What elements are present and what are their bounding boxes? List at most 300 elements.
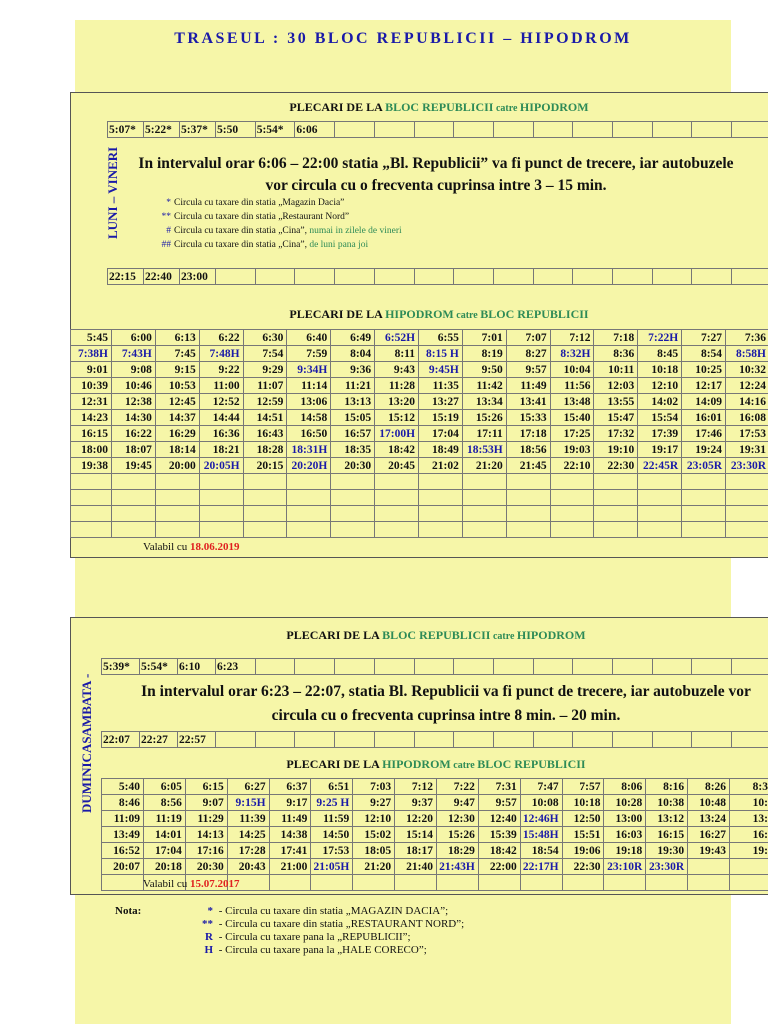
time-cell xyxy=(692,122,732,138)
legend-extra: de luni pana joi xyxy=(306,240,369,250)
time-cell xyxy=(331,522,375,538)
time-cell: 6:22 xyxy=(199,330,243,346)
time-cell: 13:49 xyxy=(102,827,144,843)
time-cell: 10:04 xyxy=(550,362,594,378)
time-cell: 9:07 xyxy=(185,795,227,811)
time-cell: 21:20 xyxy=(462,458,506,474)
time-cell: 17:32 xyxy=(594,426,638,442)
time-cell: 11:28 xyxy=(375,378,419,394)
time-cell xyxy=(682,474,726,490)
time-cell xyxy=(520,875,562,891)
time-cell: 18:14 xyxy=(155,442,199,458)
time-cell xyxy=(604,875,646,891)
time-cell: 19:38 xyxy=(71,458,112,474)
time-cell: 10:39 xyxy=(71,378,112,394)
table-row xyxy=(71,346,768,362)
time-cell: 21:02 xyxy=(419,458,463,474)
time-cell: 15:47 xyxy=(594,410,638,426)
legend-symbol: ** xyxy=(161,212,171,222)
time-cell: 15:14 xyxy=(395,827,437,843)
time-cell: 16:36 xyxy=(199,426,243,442)
table-row xyxy=(71,490,768,506)
time-cell: 10:38 xyxy=(646,795,688,811)
time-cell: 12:24 xyxy=(726,378,768,394)
time-cell: 15:26 xyxy=(462,410,506,426)
time-cell: 19:31 xyxy=(726,442,768,458)
time-cell: 16:43 xyxy=(243,426,287,442)
weekday-interval-note: In intervalul orar 6:06 – 22:00 statia „Bl. Republicii” va fi punct de trecere, iar autobuzele vor circula cu o frecventa cuprinsa intre 3 – 15 min. xyxy=(138,155,734,194)
time-cell xyxy=(295,659,335,675)
time-cell xyxy=(594,474,638,490)
time-cell: 19:45 xyxy=(112,458,156,474)
time-cell: 13:13 xyxy=(331,394,375,410)
time-cell xyxy=(493,659,533,675)
time-cell xyxy=(287,490,331,506)
time-cell: 11:07 xyxy=(243,378,287,394)
time-cell: 12:03 xyxy=(594,378,638,394)
time-cell: 5:50 xyxy=(216,122,256,138)
time-cell: 13:27 xyxy=(419,394,463,410)
time-cell: 15:12 xyxy=(375,410,419,426)
table-row xyxy=(71,426,768,442)
time-cell: 20:07 xyxy=(102,859,144,875)
time-cell: 21:05H xyxy=(311,859,353,875)
time-cell: 19:06 xyxy=(562,843,604,859)
time-cell: 18:17 xyxy=(395,843,437,859)
time-cell: 5:45 xyxy=(71,330,112,346)
time-cell xyxy=(462,506,506,522)
time-cell xyxy=(550,474,594,490)
time-cell: 7:22 xyxy=(437,779,479,795)
time-cell xyxy=(199,522,243,538)
time-cell: 23:30R xyxy=(726,458,768,474)
time-cell xyxy=(335,732,375,748)
note-text: - Circula cu taxare din statia „MAGAZIN DACIA”; xyxy=(216,905,449,917)
time-cell: 8:32H xyxy=(550,346,594,362)
weekend-valid-date: 15.07.2017 xyxy=(190,878,240,890)
time-cell xyxy=(112,522,156,538)
time-cell xyxy=(730,859,768,875)
weekend-header-2: PLECARI DE LA HIPODROM catre BLOC REPUBLICII xyxy=(286,757,586,771)
time-cell xyxy=(533,269,573,285)
time-cell xyxy=(638,490,682,506)
table-row xyxy=(71,458,768,474)
time-cell xyxy=(652,732,692,748)
time-cell: 9:37 xyxy=(395,795,437,811)
time-cell: 20:05H xyxy=(199,458,243,474)
note-item xyxy=(115,931,464,944)
time-cell xyxy=(199,506,243,522)
time-cell xyxy=(652,269,692,285)
weekend-interval-note: In intervalul orar 6:23 – 22:07, statia Bl. Republicii va fi punct de trecere, iar autobuzele vor circula cu o frecventa cuprinsa intre 8 min. – 20 min. xyxy=(141,683,751,724)
time-cell: 6:13 xyxy=(155,330,199,346)
time-cell: 5:37* xyxy=(180,122,216,138)
table-row xyxy=(108,269,768,285)
time-cell xyxy=(730,875,768,891)
time-cell: 7:18 xyxy=(594,330,638,346)
time-cell: 14:13 xyxy=(185,827,227,843)
time-cell: 9:01 xyxy=(71,362,112,378)
time-cell: 21:20 xyxy=(353,859,395,875)
time-cell xyxy=(682,490,726,506)
time-cell xyxy=(732,122,768,138)
time-cell: 7:27 xyxy=(682,330,726,346)
time-cell: 18:21 xyxy=(199,442,243,458)
time-cell: 7:59 xyxy=(287,346,331,362)
time-cell xyxy=(71,490,112,506)
time-cell xyxy=(243,474,287,490)
table-row xyxy=(108,122,768,138)
time-cell: 15:26 xyxy=(437,827,479,843)
time-cell: 23:10R xyxy=(604,859,646,875)
legend-item xyxy=(149,226,402,236)
time-cell: 11:39 xyxy=(227,811,269,827)
time-cell: 18:28 xyxy=(243,442,287,458)
time-cell: 10:18 xyxy=(638,362,682,378)
time-cell xyxy=(155,490,199,506)
time-cell: 12:31 xyxy=(71,394,112,410)
time-cell xyxy=(395,875,437,891)
weekday-header-2: PLECARI DE LA HIPODROM catre BLOC REPUBLICII xyxy=(289,307,589,321)
table-row xyxy=(71,410,768,426)
time-cell xyxy=(726,474,768,490)
time-cell: 12:40 xyxy=(478,811,520,827)
time-cell: 8:16 xyxy=(646,779,688,795)
time-cell xyxy=(454,732,494,748)
time-cell xyxy=(692,269,732,285)
time-cell: 18:29 xyxy=(437,843,479,859)
time-cell: 5:39* xyxy=(102,659,140,675)
time-cell: 13:20 xyxy=(375,394,419,410)
time-cell: 18:49 xyxy=(419,442,463,458)
time-cell: 16:27 xyxy=(688,827,730,843)
time-cell: 12:10 xyxy=(638,378,682,394)
time-cell: 9:29 xyxy=(243,362,287,378)
time-cell xyxy=(295,269,335,285)
time-cell: 14:30 xyxy=(112,410,156,426)
time-cell xyxy=(533,732,573,748)
time-cell: 11:00 xyxy=(199,378,243,394)
time-cell: 12:30 xyxy=(437,811,479,827)
time-cell: 9:15 xyxy=(155,362,199,378)
note-item xyxy=(115,918,464,931)
time-cell: 5:54* xyxy=(140,659,178,675)
legend-text: Circula cu taxare din statia „Restaurant Nord” xyxy=(174,212,350,222)
time-cell: 12:50 xyxy=(562,811,604,827)
time-cell xyxy=(216,732,256,748)
time-cell xyxy=(414,122,454,138)
time-cell xyxy=(652,659,692,675)
weekday-last-departures xyxy=(107,268,768,285)
time-cell xyxy=(638,474,682,490)
time-cell: 14:09 xyxy=(682,394,726,410)
time-cell: 14:51 xyxy=(243,410,287,426)
time-cell xyxy=(243,506,287,522)
time-cell: 8:19 xyxy=(462,346,506,362)
time-cell: 22:27 xyxy=(140,732,178,748)
time-cell xyxy=(419,490,463,506)
time-cell: 9:47 xyxy=(437,795,479,811)
time-cell xyxy=(493,122,533,138)
time-cell: 9:15H xyxy=(227,795,269,811)
time-cell: 6:10 xyxy=(178,659,216,675)
time-cell: 18:00 xyxy=(71,442,112,458)
legend-symbol: # xyxy=(166,226,171,236)
time-cell xyxy=(613,269,653,285)
weekday-panel xyxy=(70,92,768,558)
time-cell: 18:31H xyxy=(287,442,331,458)
time-cell xyxy=(243,522,287,538)
time-cell xyxy=(462,490,506,506)
time-cell: 14:23 xyxy=(71,410,112,426)
time-cell: 11:35 xyxy=(419,378,463,394)
time-cell: 9:08 xyxy=(112,362,156,378)
time-cell: 22:17H xyxy=(520,859,562,875)
time-cell xyxy=(102,875,144,891)
time-cell: 18:42 xyxy=(478,843,520,859)
time-cell: 6:05 xyxy=(144,779,186,795)
time-cell xyxy=(243,490,287,506)
time-cell xyxy=(594,522,638,538)
time-cell: 8:54 xyxy=(682,346,726,362)
time-cell: 13:12 xyxy=(646,811,688,827)
time-cell xyxy=(112,474,156,490)
page-title: TRASEUL : 30 BLOC REPUBLICII – HIPODROM xyxy=(174,30,632,47)
time-cell: 14:44 xyxy=(199,410,243,426)
time-cell xyxy=(550,490,594,506)
note-key: R xyxy=(205,931,213,943)
time-cell: 8:56 xyxy=(144,795,186,811)
time-cell: 9:43 xyxy=(375,362,419,378)
table-row xyxy=(71,378,768,394)
time-cell: 17:18 xyxy=(506,426,550,442)
time-cell: 6:00 xyxy=(112,330,156,346)
time-cell: 18:05 xyxy=(353,843,395,859)
legend-text: Circula cu taxare din statia „Magazin Dacia” xyxy=(174,198,345,208)
time-cell xyxy=(155,522,199,538)
time-cell: 15:40 xyxy=(550,410,594,426)
weekday-header-1: PLECARI DE LA BLOC REPUBLICII catre HIPODROM xyxy=(289,100,589,114)
time-cell xyxy=(155,506,199,522)
time-cell xyxy=(682,506,726,522)
time-cell xyxy=(646,875,688,891)
time-cell: 16:29 xyxy=(155,426,199,442)
time-cell xyxy=(613,732,653,748)
time-cell xyxy=(478,875,520,891)
notes-list xyxy=(115,905,465,956)
time-cell xyxy=(454,122,494,138)
time-cell xyxy=(287,522,331,538)
time-cell xyxy=(287,506,331,522)
time-cell: 13:06 xyxy=(287,394,331,410)
weekend-valid-label: Valabil cu 15.07.2017 xyxy=(143,878,240,890)
time-cell: 22:10 xyxy=(550,458,594,474)
weekend-panel xyxy=(70,617,768,895)
time-cell: 23:00 xyxy=(180,269,216,285)
time-cell: 10:32 xyxy=(726,362,768,378)
time-cell: 8:36 xyxy=(594,346,638,362)
time-cell: 13:24 xyxy=(688,811,730,827)
time-cell: 10:11 xyxy=(594,362,638,378)
time-cell: 12:59 xyxy=(243,394,287,410)
time-cell xyxy=(594,506,638,522)
note-key: H xyxy=(204,944,213,956)
time-cell: 17:53 xyxy=(311,843,353,859)
time-cell: 20:43 xyxy=(227,859,269,875)
time-cell xyxy=(573,122,613,138)
time-cell: 14:50 xyxy=(311,827,353,843)
time-cell xyxy=(155,474,199,490)
time-cell xyxy=(419,474,463,490)
time-cell xyxy=(613,659,653,675)
time-cell: 9:57 xyxy=(478,795,520,811)
time-cell: 15:33 xyxy=(506,410,550,426)
time-cell: 22:30 xyxy=(562,859,604,875)
time-cell: 17:11 xyxy=(462,426,506,442)
time-cell: 16:15 xyxy=(71,426,112,442)
time-cell xyxy=(112,506,156,522)
table-row xyxy=(102,843,768,859)
time-cell: 11:56 xyxy=(550,378,594,394)
time-cell: 5:22* xyxy=(144,122,180,138)
time-cell: 6:49 xyxy=(331,330,375,346)
time-cell xyxy=(652,122,692,138)
time-cell xyxy=(493,269,533,285)
time-cell: 16:15 xyxy=(646,827,688,843)
time-cell xyxy=(573,269,613,285)
time-cell: 16: xyxy=(730,827,768,843)
time-cell: 16:52 xyxy=(102,843,144,859)
time-cell: 17:28 xyxy=(227,843,269,859)
time-cell: 8:45 xyxy=(638,346,682,362)
time-cell: 16:03 xyxy=(604,827,646,843)
time-cell xyxy=(726,506,768,522)
time-cell xyxy=(335,269,375,285)
time-cell xyxy=(331,474,375,490)
time-cell: 18:42 xyxy=(375,442,419,458)
note-label: Nota: xyxy=(115,905,142,917)
time-cell: 7:03 xyxy=(353,779,395,795)
time-cell: 12:38 xyxy=(112,394,156,410)
time-cell: 6:40 xyxy=(287,330,331,346)
time-cell: 12:20 xyxy=(395,811,437,827)
time-cell xyxy=(375,522,419,538)
time-cell: 14:25 xyxy=(227,827,269,843)
table-row xyxy=(102,795,768,811)
table-row xyxy=(102,779,768,795)
time-cell: 15:51 xyxy=(562,827,604,843)
time-cell: 11:21 xyxy=(331,378,375,394)
time-cell xyxy=(335,122,375,138)
time-cell: 22:57 xyxy=(178,732,216,748)
time-cell xyxy=(414,269,454,285)
time-cell: 21:43H xyxy=(437,859,479,875)
time-cell: 5:54* xyxy=(255,122,295,138)
time-cell xyxy=(638,506,682,522)
time-cell xyxy=(550,506,594,522)
time-cell: 11:49 xyxy=(269,811,311,827)
time-cell: 19:10 xyxy=(594,442,638,458)
time-cell: 22:07 xyxy=(102,732,140,748)
time-cell: 19: xyxy=(730,843,768,859)
weekday-first-departures xyxy=(107,121,768,138)
time-cell xyxy=(533,659,573,675)
time-cell xyxy=(692,659,732,675)
note-item xyxy=(115,944,464,957)
time-cell: 11:59 xyxy=(311,811,353,827)
time-cell: 22:40 xyxy=(144,269,180,285)
time-cell xyxy=(533,122,573,138)
time-cell: 11:19 xyxy=(144,811,186,827)
notes-block xyxy=(115,905,465,956)
time-cell xyxy=(437,875,479,891)
time-cell xyxy=(71,506,112,522)
time-cell: 15:02 xyxy=(353,827,395,843)
time-cell: 17:41 xyxy=(269,843,311,859)
time-cell: 10:25 xyxy=(682,362,726,378)
time-cell: 6:15 xyxy=(185,779,227,795)
time-cell xyxy=(506,522,550,538)
table-row xyxy=(102,732,768,748)
time-cell xyxy=(462,474,506,490)
time-cell: 7:57 xyxy=(562,779,604,795)
time-cell: 7:36 xyxy=(726,330,768,346)
note-text: - Circula cu taxare din statia „RESTAURANT NORD”; xyxy=(216,918,465,930)
time-cell: 17:16 xyxy=(185,843,227,859)
time-cell: 9:45H xyxy=(419,362,463,378)
time-cell: 16:57 xyxy=(331,426,375,442)
note-key: ** xyxy=(202,918,213,930)
time-cell: 9:50 xyxy=(462,362,506,378)
time-cell: 19:17 xyxy=(638,442,682,458)
weekend-side-label: DUMINICASAMBATA - xyxy=(79,673,94,813)
time-cell: 9:17 xyxy=(269,795,311,811)
time-cell: 20:18 xyxy=(144,859,186,875)
time-cell: 14:16 xyxy=(726,394,768,410)
time-cell: 7:07 xyxy=(506,330,550,346)
time-cell xyxy=(732,732,768,748)
time-cell: 11:42 xyxy=(462,378,506,394)
time-cell: 12:52 xyxy=(199,394,243,410)
time-cell: 13:41 xyxy=(506,394,550,410)
time-cell: 23:05R xyxy=(682,458,726,474)
time-cell: 21:45 xyxy=(506,458,550,474)
time-cell: 19:30 xyxy=(646,843,688,859)
time-cell: 6:30 xyxy=(243,330,287,346)
time-cell xyxy=(688,875,730,891)
time-cell xyxy=(375,506,419,522)
time-cell: 22:00 xyxy=(478,859,520,875)
time-cell: 17:39 xyxy=(638,426,682,442)
note-item xyxy=(115,905,464,918)
time-cell xyxy=(506,506,550,522)
time-cell xyxy=(550,522,594,538)
time-cell: 20:30 xyxy=(185,859,227,875)
time-cell: 11:09 xyxy=(102,811,144,827)
time-cell: 8:15 H xyxy=(419,346,463,362)
time-cell xyxy=(255,659,295,675)
time-cell xyxy=(419,522,463,538)
time-cell xyxy=(594,490,638,506)
time-cell: 7:48H xyxy=(199,346,243,362)
time-cell: 8:46 xyxy=(102,795,144,811)
weekday-valid-date: 18.06.2019 xyxy=(190,541,240,553)
weekend-last-departures xyxy=(101,731,768,748)
weekend-first-departures xyxy=(101,658,768,675)
time-cell xyxy=(216,269,256,285)
time-cell: 12:17 xyxy=(682,378,726,394)
time-cell xyxy=(506,490,550,506)
